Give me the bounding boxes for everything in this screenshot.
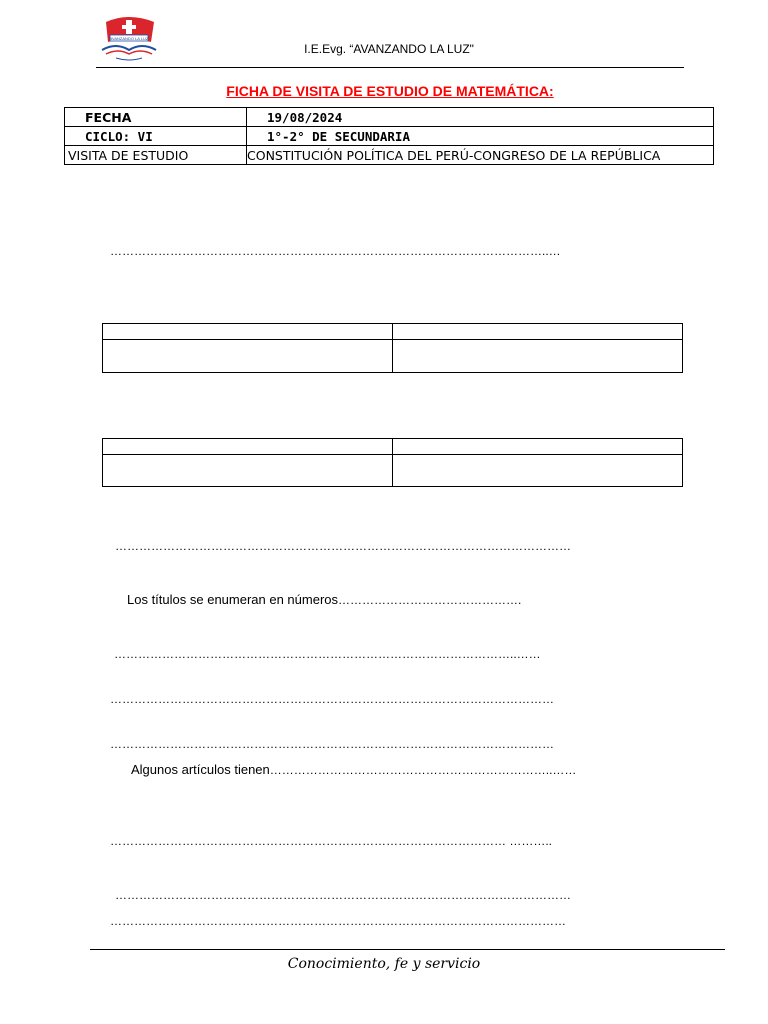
school-name: I.E.Evg. “AVANZANDO LA LUZ" — [304, 42, 474, 56]
info-table — [64, 107, 714, 165]
svg-text:AVANZANDO LA LUZ: AVANZANDO LA LUZ — [109, 36, 149, 41]
ciclo-value: 1°-2° DE SECUNDARIA — [247, 127, 714, 146]
titulos-dots: ………………………………………. — [338, 593, 522, 607]
grid-cell — [103, 439, 393, 455]
table-row — [65, 127, 714, 146]
answer-line: ………………………………………………………………………………………………..… — [110, 244, 561, 258]
answer-line: ………………………………………………………………………………………………… — [110, 692, 554, 706]
titulos-line — [127, 592, 627, 607]
page-title: FICHA DE VISITA DE ESTUDIO DE MATEMÁTICA: — [226, 83, 554, 99]
answer-line: …………………………………………………………………………………………………… — [115, 888, 571, 902]
answer-line: …………………………………………………………………………………………………… — [110, 914, 566, 928]
grid-cell — [393, 324, 683, 340]
grid-cell — [393, 439, 683, 455]
grid-cell — [393, 455, 683, 487]
answer-line: …………………………………………………………………………………………………… — [115, 539, 571, 553]
grid-cell — [103, 324, 393, 340]
answer-line: ………………………………………………………………………………………..…… — [114, 647, 541, 661]
grid-cell — [103, 455, 393, 487]
titulos-text: Los títulos se enumeran en números — [127, 592, 339, 607]
articulos-text: Algunos artículos tienen — [131, 762, 270, 777]
grid-cell — [393, 340, 683, 373]
articulos-line — [131, 762, 666, 777]
visita-label: VISITA DE ESTUDIO — [65, 146, 247, 165]
school-logo — [96, 14, 162, 64]
visita-value: CONSTITUCIÓN POLÍTICA DEL PERÚ-CONGRESO DE LA REPÚBLICA — [247, 146, 714, 165]
table-row — [65, 108, 714, 127]
empty-grid-1 — [102, 323, 683, 373]
answer-line: ……………………………………………………………………………………… ……….. — [110, 834, 553, 848]
table-row — [65, 146, 714, 165]
articulos-dots: ……………………………………………………………..…… — [269, 763, 577, 777]
footer-motto: Conocimiento, fe y servicio — [287, 956, 481, 972]
footer-divider — [90, 949, 725, 950]
header-divider — [96, 67, 684, 68]
fecha-value: 19/08/2024 — [247, 108, 714, 127]
answer-line: ………………………………………………………………………………………………… — [110, 737, 554, 751]
empty-grid-2 — [102, 438, 683, 487]
ciclo-label: CICLO: VI — [65, 127, 247, 146]
grid-cell — [103, 340, 393, 373]
fecha-label: FECHA — [65, 108, 247, 127]
